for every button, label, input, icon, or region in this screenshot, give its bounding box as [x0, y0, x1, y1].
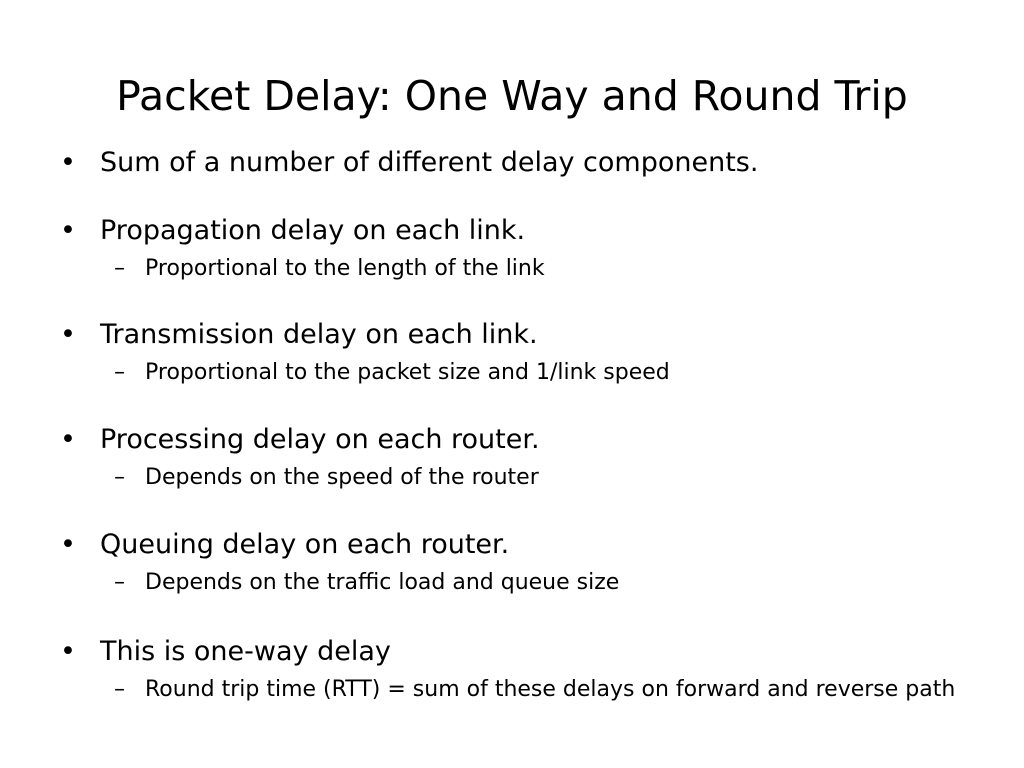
sub-bullet-marker: – [114, 677, 125, 702]
bullet-text: Processing delay on each router. [100, 424, 540, 455]
sub-bullet-marker: – [114, 570, 125, 595]
bullet-text: Queuing delay on each router. [100, 529, 510, 560]
bullet-marker: • [60, 424, 76, 455]
sub-bullet-marker: – [114, 360, 125, 385]
sub-bullet-text: Round trip time (RTT) = sum of these delays on forward and reverse path [145, 677, 956, 702]
bullet-marker: • [60, 215, 76, 246]
bullet-marker: • [60, 529, 76, 560]
slide-title: Packet Delay: One Way and Round Trip [116, 72, 908, 120]
bullet-text: Transmission delay on each link. [100, 319, 538, 350]
sub-bullet-text: Depends on the traffic load and queue size [145, 570, 620, 595]
bullet-marker: • [60, 147, 76, 178]
bullet-text: Propagation delay on each link. [100, 215, 526, 246]
bullet-marker: • [60, 319, 76, 350]
bullet-text: This is one-way delay [100, 636, 391, 667]
bullet-marker: • [60, 636, 76, 667]
sub-bullet-marker: – [114, 256, 125, 281]
sub-bullet-text: Proportional to the packet size and 1/link speed [145, 360, 670, 385]
sub-bullet-text: Proportional to the length of the link [145, 256, 545, 281]
sub-bullet-marker: – [114, 465, 125, 490]
bullet-text: Sum of a number of different delay components. [100, 147, 759, 178]
sub-bullet-text: Depends on the speed of the router [145, 465, 539, 490]
